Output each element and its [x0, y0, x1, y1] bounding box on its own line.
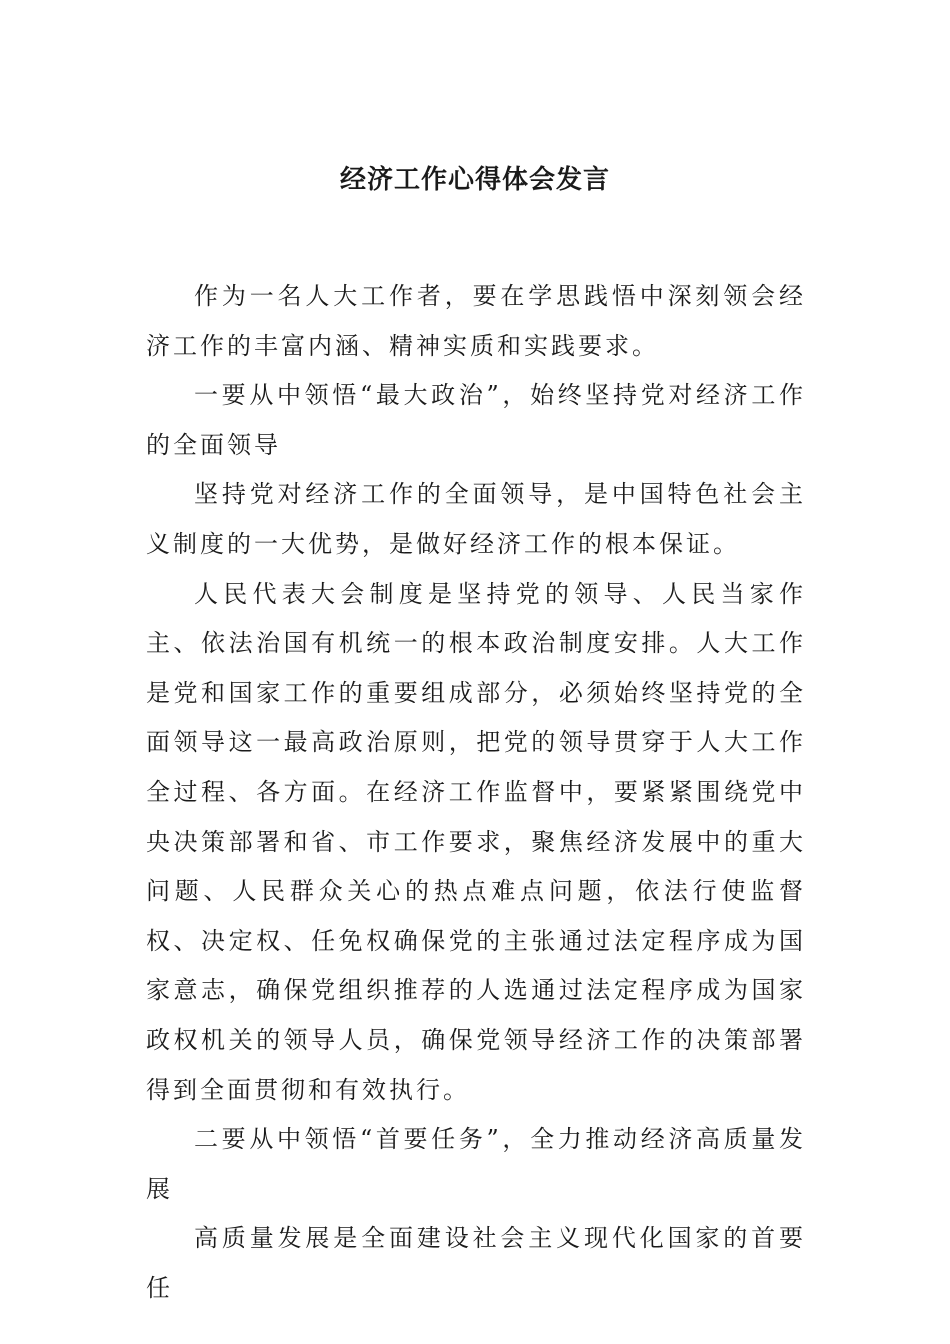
paragraph-high-quality: 高质量发展是全面建设社会主义现代化国家的首要任: [146, 1224, 806, 1302]
document-title: 经济工作心得体会发言: [339, 165, 610, 195]
paragraph-npc-system: 人民代表大会制度是坚持党的领导、人民当家作主、依法治国有机统一的根本政治制度安排。人大工作是党和国家工作的重要组成部分，必须始终坚持党的全面领导这一最高政治原则，把党的领导贯穿于人大工作全过程、各方面。在经济工作监督中，要紧紧围绕党中央决策部署和省、市工作要求，聚焦经济发展中的重大问题、人民群众关心的热点难点问题，依法行使监督权、决定权、任免权确保党的主张通过法定程序成为国家意志，确保党组织推荐的人选通过法定程序成为国家政权机关的领导人员，确保党领导经济工作的决策部署得到全面贯彻和有效执行。: [146, 579, 806, 1104]
paragraph-intro: 作为一名人大工作者，要在学思践悟中深刻领会经济工作的丰富内涵、精神实质和实践要求。: [146, 282, 806, 360]
paragraph-leadership: 坚持党对经济工作的全面领导，是中国特色社会主义制度的一大优势，是做好经济工作的根本保证。: [146, 480, 806, 558]
paragraph-heading-1: 一要从中领悟“最大政治”，始终坚持党对经济工作的全面领导: [146, 381, 806, 459]
paragraph-heading-2: 二要从中领悟“首要任务”，全力推动经济高质量发展: [146, 1125, 806, 1203]
document-body: [146, 272, 806, 1313]
